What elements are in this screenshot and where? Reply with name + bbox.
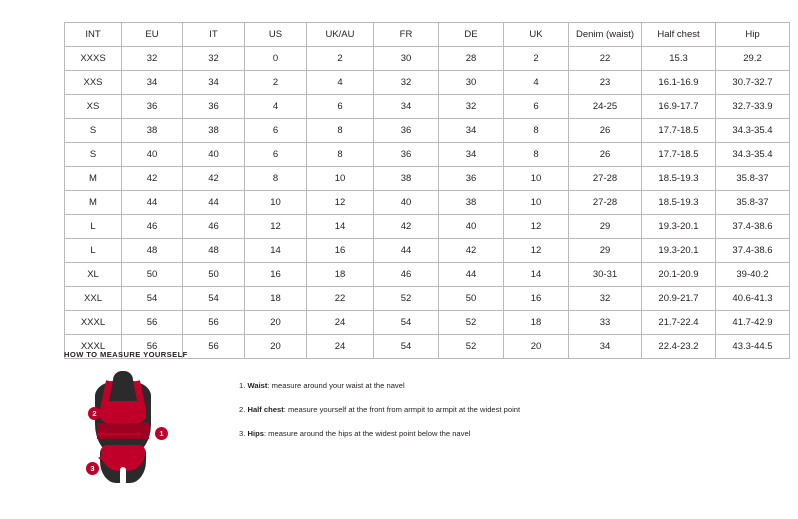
cell-de: 34 — [439, 143, 504, 167]
cell-uk: 20 — [504, 335, 569, 359]
cell-fr: 52 — [374, 287, 439, 311]
note-hips-term: Hips — [247, 428, 264, 438]
table-header-row — [65, 23, 790, 47]
cell-de: 44 — [439, 263, 504, 287]
cell-us: 6 — [245, 119, 307, 143]
cell-de: 32 — [439, 95, 504, 119]
cell-int: M — [65, 191, 122, 215]
cell-eu: 32 — [122, 47, 183, 71]
cell-int: L — [65, 239, 122, 263]
cell-us: 4 — [245, 95, 307, 119]
cell-uk: 8 — [504, 143, 569, 167]
cell-us: 20 — [245, 311, 307, 335]
cell-denim-waist: 23 — [569, 71, 642, 95]
size-chart-container — [64, 22, 773, 359]
cell-it: 50 — [183, 263, 245, 287]
marker-3: 3 — [86, 462, 99, 475]
cell-uk-au: 2 — [307, 47, 374, 71]
cell-eu: 42 — [122, 167, 183, 191]
cell-int: XXXS — [65, 47, 122, 71]
cell-eu: 44 — [122, 191, 183, 215]
cell-fr: 42 — [374, 215, 439, 239]
marker-2: 2 — [88, 407, 101, 420]
cell-it: 40 — [183, 143, 245, 167]
half-chest-measure-arrow — [104, 413, 136, 415]
cell-it: 34 — [183, 71, 245, 95]
column-header-denim-waist: Denim (waist) — [569, 23, 642, 47]
cell-uk-au: 14 — [307, 215, 374, 239]
cell-eu: 48 — [122, 239, 183, 263]
cell-eu: 46 — [122, 215, 183, 239]
cell-denim-waist: 24-25 — [569, 95, 642, 119]
cell-uk-au: 12 — [307, 191, 374, 215]
cell-uk: 8 — [504, 119, 569, 143]
cell-us: 16 — [245, 263, 307, 287]
cell-uk: 18 — [504, 311, 569, 335]
cell-hip: 35.8-37 — [716, 167, 790, 191]
cell-uk-au: 8 — [307, 143, 374, 167]
cell-half-chest: 19.3-20.1 — [642, 239, 716, 263]
cell-eu: 36 — [122, 95, 183, 119]
note-waist-term: Waist — [247, 381, 268, 390]
cell-hip: 34.3-35.4 — [716, 143, 790, 167]
cell-it: 54 — [183, 287, 245, 311]
cell-uk-au: 22 — [307, 287, 374, 311]
table-row — [65, 191, 790, 215]
cell-int: M — [65, 167, 122, 191]
cell-uk-au: 4 — [307, 71, 374, 95]
measurement-diagram — [64, 371, 184, 501]
cell-fr: 38 — [374, 167, 439, 191]
cell-us: 12 — [245, 215, 307, 239]
cell-eu: 38 — [122, 119, 183, 143]
cell-us: 6 — [245, 143, 307, 167]
cell-fr: 46 — [374, 263, 439, 287]
cell-hip: 32.7-33.9 — [716, 95, 790, 119]
cell-denim-waist: 33 — [569, 311, 642, 335]
cell-uk: 10 — [504, 167, 569, 191]
cell-eu: 50 — [122, 263, 183, 287]
how-to-measure-body — [64, 371, 754, 501]
table-row — [65, 119, 790, 143]
cell-us: 2 — [245, 71, 307, 95]
cell-half-chest: 17.7-18.5 — [642, 143, 716, 167]
cell-half-chest: 18.5-19.3 — [642, 191, 716, 215]
cell-uk: 12 — [504, 215, 569, 239]
cell-half-chest: 20.9-21.7 — [642, 287, 716, 311]
cell-it: 36 — [183, 95, 245, 119]
cell-de: 30 — [439, 71, 504, 95]
note-waist-text: : measure around your waist at the navel — [267, 381, 405, 390]
note-waist — [239, 381, 520, 391]
note-half-chest-number: 2. — [239, 404, 246, 414]
cell-half-chest: 17.7-18.5 — [642, 119, 716, 143]
table-row — [65, 239, 790, 263]
note-hips-text: : measure around the hips at the widest point below the navel — [263, 428, 471, 438]
cell-de: 42 — [439, 239, 504, 263]
cell-uk-au: 10 — [307, 167, 374, 191]
cell-de: 36 — [439, 167, 504, 191]
cell-de: 50 — [439, 287, 504, 311]
table-row — [65, 311, 790, 335]
cell-uk: 6 — [504, 95, 569, 119]
cell-de: 28 — [439, 47, 504, 71]
cell-de: 52 — [439, 311, 504, 335]
cell-uk: 14 — [504, 263, 569, 287]
table-row — [65, 95, 790, 119]
cell-fr: 54 — [374, 335, 439, 359]
cell-us: 18 — [245, 287, 307, 311]
how-to-measure-title: HOW TO MEASURE YOURSELF — [64, 350, 188, 359]
cell-denim-waist: 26 — [569, 119, 642, 143]
cell-us: 8 — [245, 167, 307, 191]
cell-half-chest: 20.1-20.9 — [642, 263, 716, 287]
cell-us: 0 — [245, 47, 307, 71]
measurement-notes — [239, 371, 520, 453]
cell-hip: 37.4-38.6 — [716, 215, 790, 239]
column-header-fr: FR — [374, 23, 439, 47]
note-half-chest-text: : measure yourself at the front from armpit to armpit at the widest point — [283, 404, 521, 414]
cell-int: XXS — [65, 71, 122, 95]
note-hips — [239, 429, 520, 439]
marker-1: 1 — [155, 427, 168, 440]
note-half-chest-term: Half chest — [247, 404, 284, 414]
cell-half-chest: 22.4-23.2 — [642, 335, 716, 359]
column-header-uk-au: UK/AU — [307, 23, 374, 47]
cell-fr: 36 — [374, 143, 439, 167]
column-header-uk: UK — [504, 23, 569, 47]
cell-eu: 54 — [122, 287, 183, 311]
cell-fr: 54 — [374, 311, 439, 335]
cell-uk-au: 16 — [307, 239, 374, 263]
cell-uk-au: 6 — [307, 95, 374, 119]
cell-it: 48 — [183, 239, 245, 263]
cell-fr: 44 — [374, 239, 439, 263]
cell-denim-waist: 27-28 — [569, 167, 642, 191]
hips-measure-arrow — [102, 457, 140, 459]
cell-int: XL — [65, 263, 122, 287]
cell-denim-waist: 27-28 — [569, 191, 642, 215]
table-row — [65, 167, 790, 191]
cell-denim-waist: 29 — [569, 239, 642, 263]
mannequin-leg-split — [120, 467, 126, 485]
column-header-us: US — [245, 23, 307, 47]
cell-hip: 30.7-32.7 — [716, 71, 790, 95]
cell-it: 56 — [183, 335, 245, 359]
cell-hip: 35.8-37 — [716, 191, 790, 215]
cell-de: 52 — [439, 335, 504, 359]
cell-fr: 36 — [374, 119, 439, 143]
cell-it: 42 — [183, 167, 245, 191]
cell-eu: 56 — [122, 335, 183, 359]
cell-half-chest: 19.3-20.1 — [642, 215, 716, 239]
cell-uk-au: 18 — [307, 263, 374, 287]
cell-half-chest: 15.3 — [642, 47, 716, 71]
cell-int: XXXL — [65, 311, 122, 335]
column-header-de: DE — [439, 23, 504, 47]
cell-us: 20 — [245, 335, 307, 359]
cell-int: XS — [65, 95, 122, 119]
cell-uk: 16 — [504, 287, 569, 311]
table-row — [65, 47, 790, 71]
cell-denim-waist: 29 — [569, 215, 642, 239]
cell-half-chest: 21.7-22.4 — [642, 311, 716, 335]
column-header-it: IT — [183, 23, 245, 47]
table-row — [65, 215, 790, 239]
cell-us: 10 — [245, 191, 307, 215]
cell-hip: 37.4-38.6 — [716, 239, 790, 263]
cell-fr: 32 — [374, 71, 439, 95]
table-row — [65, 143, 790, 167]
cell-uk: 12 — [504, 239, 569, 263]
cell-denim-waist: 30-31 — [569, 263, 642, 287]
column-header-hip: Hip — [716, 23, 790, 47]
cell-half-chest: 18.5-19.3 — [642, 167, 716, 191]
cell-it: 38 — [183, 119, 245, 143]
table-row — [65, 287, 790, 311]
cell-denim-waist: 32 — [569, 287, 642, 311]
cell-half-chest: 16.9-17.7 — [642, 95, 716, 119]
cell-hip: 41.7-42.9 — [716, 311, 790, 335]
waist-measure-arrow — [100, 433, 138, 435]
cell-uk: 2 — [504, 47, 569, 71]
cell-us: 14 — [245, 239, 307, 263]
cell-de: 34 — [439, 119, 504, 143]
how-to-measure-section — [64, 350, 754, 501]
cell-fr: 34 — [374, 95, 439, 119]
cell-half-chest: 16.1-16.9 — [642, 71, 716, 95]
table-row — [65, 71, 790, 95]
cell-uk-au: 24 — [307, 335, 374, 359]
table-row — [65, 263, 790, 287]
cell-int: L — [65, 215, 122, 239]
cell-it: 46 — [183, 215, 245, 239]
cell-int: XXL — [65, 287, 122, 311]
cell-uk: 4 — [504, 71, 569, 95]
note-half-chest — [239, 405, 520, 415]
cell-hip: 40.6-41.3 — [716, 287, 790, 311]
cell-it: 56 — [183, 311, 245, 335]
cell-de: 40 — [439, 215, 504, 239]
cell-eu: 34 — [122, 71, 183, 95]
column-header-int: INT — [65, 23, 122, 47]
cell-eu: 40 — [122, 143, 183, 167]
cell-uk-au: 24 — [307, 311, 374, 335]
cell-hip: 29.2 — [716, 47, 790, 71]
cell-denim-waist: 26 — [569, 143, 642, 167]
cell-hip: 34.3-35.4 — [716, 119, 790, 143]
cell-int: S — [65, 143, 122, 167]
cell-it: 44 — [183, 191, 245, 215]
cell-it: 32 — [183, 47, 245, 71]
column-header-half-chest: Half chest — [642, 23, 716, 47]
size-chart-table — [64, 22, 790, 359]
cell-uk-au: 8 — [307, 119, 374, 143]
cell-denim-waist: 34 — [569, 335, 642, 359]
note-hips-number: 3. — [239, 428, 246, 438]
cell-fr: 40 — [374, 191, 439, 215]
cell-hip: 43.3-44.5 — [716, 335, 790, 359]
cell-uk: 10 — [504, 191, 569, 215]
cell-int: S — [65, 119, 122, 143]
note-waist-number: 1. — [239, 381, 246, 390]
cell-denim-waist: 22 — [569, 47, 642, 71]
cell-fr: 30 — [374, 47, 439, 71]
cell-hip: 39-40.2 — [716, 263, 790, 287]
cell-de: 38 — [439, 191, 504, 215]
cell-int: XXXL — [65, 335, 122, 359]
cell-eu: 56 — [122, 311, 183, 335]
column-header-eu: EU — [122, 23, 183, 47]
